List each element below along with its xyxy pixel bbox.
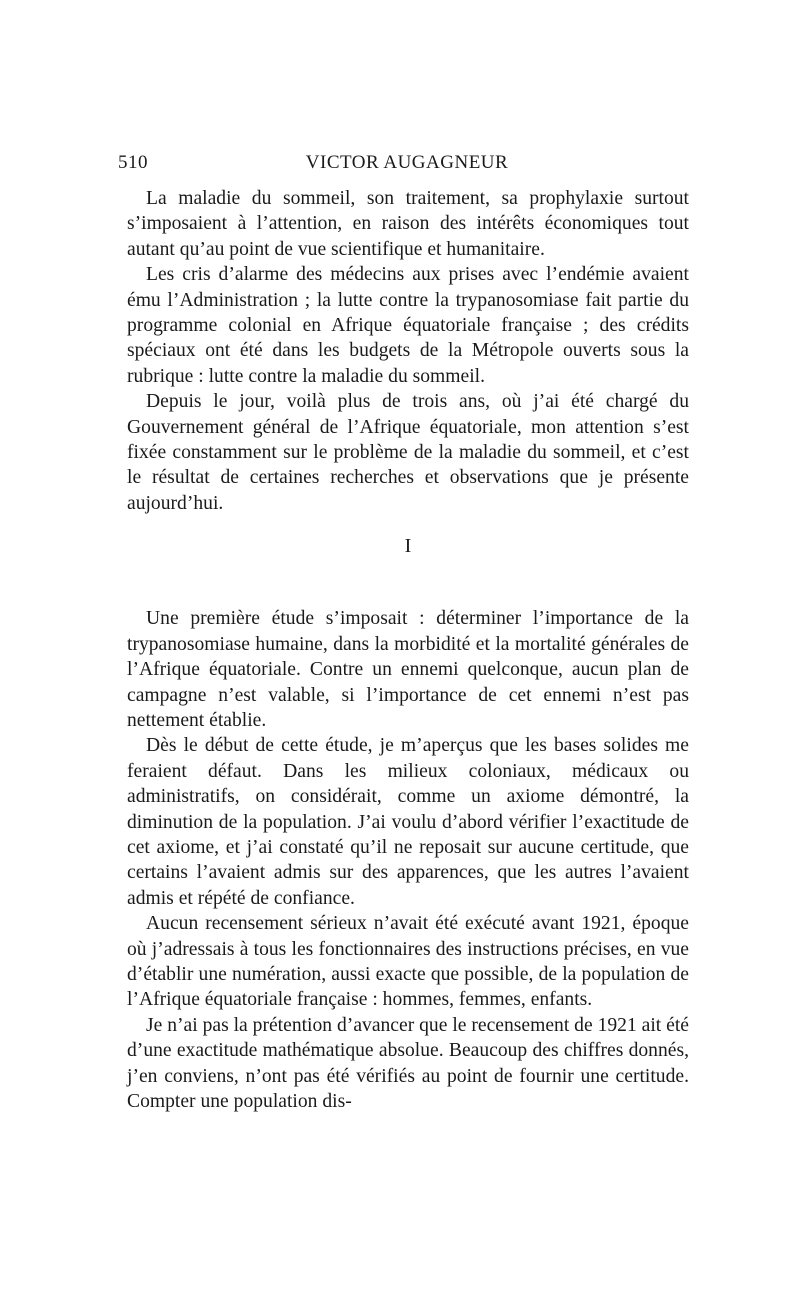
section-heading: I [404,535,412,558]
running-header [118,152,696,180]
paragraph-since-the-day: Depuis le jour, voilà plus de trois ans, où j’ai été chargé du Gouvernement général de l’Afrique équatoriale, mon attention s’est fixée constamment sur le problème de la maladie du sommeil, et c’est le résultat de certaines recherches et observations que je présente aujourd’hui. [127,391,689,514]
paragraph-first-study: Une première étude s’imposait : déterminer l’importance de la trypanosomiase humaine, dans la morbidité et la mortalité générales de l’Afrique équatoriale. Contre un ennemi quelconque, aucun plan de campagne n’est valable, si l’importance de cet ennemi n’est pas nettement établie. [127,608,689,731]
body-text [127,186,689,1114]
paragraph-sleeping-sickness: La maladie du sommeil, son traitement, sa prophylaxie surtout s’imposaient à l’attention, en raison des intérêts économiques tout autant qu’au point de vue scientifique et humanitaire. [127,188,689,260]
paragraph-alarm-cries: Les cris d’alarme des médecins aux prises avec l’endémie avaient ému l’Administration ; la lutte contre la trypanosomiase fait partie du programme colonial en Afrique équatoriale française ; des crédits spéciaux ont été dans les budgets de la Métropole ouverts sous la rubrique : lutte contre la maladie du sommeil. [127,264,689,387]
paragraph-from-the-start: Dès le début de cette étude, je m’aperçus que les bases solides me feraient défaut. Dans les milieux coloniaux, médicaux ou administratifs, on considérait, comme un axiome démontré, la diminution de la population. J’ai voulu d’abord vérifier l’exactitude de cet axiome, et j’ai constaté qu’il ne reposait sur aucune certitude, que certains l’avaient admis sur des apparences, que les autres l’avaient admis et répété de confiance. [127,735,689,909]
paragraph-census-1921: Je n’ai pas la prétention d’avancer que le recensement de 1921 ait été d’une exactitude mathématique absolue. Beaucoup des chiffres donnés, j’en conviens, n’ont pas été vérifiés au point de fournir une certitude. Compter une population dis- [127,1014,689,1112]
paragraph-no-census: Aucun recensement sérieux n’avait été exécuté avant 1921, époque où j’adressais à tous les fonctionnaires des instructions précises, en vue d’établir une numération, aussi exacte que possible, de la population de l’Afrique équatoriale française : hommes, femmes, enfants. [127,913,689,1011]
running-title: VICTOR AUGAGNEUR [305,152,509,173]
page-number: 510 [118,152,148,173]
